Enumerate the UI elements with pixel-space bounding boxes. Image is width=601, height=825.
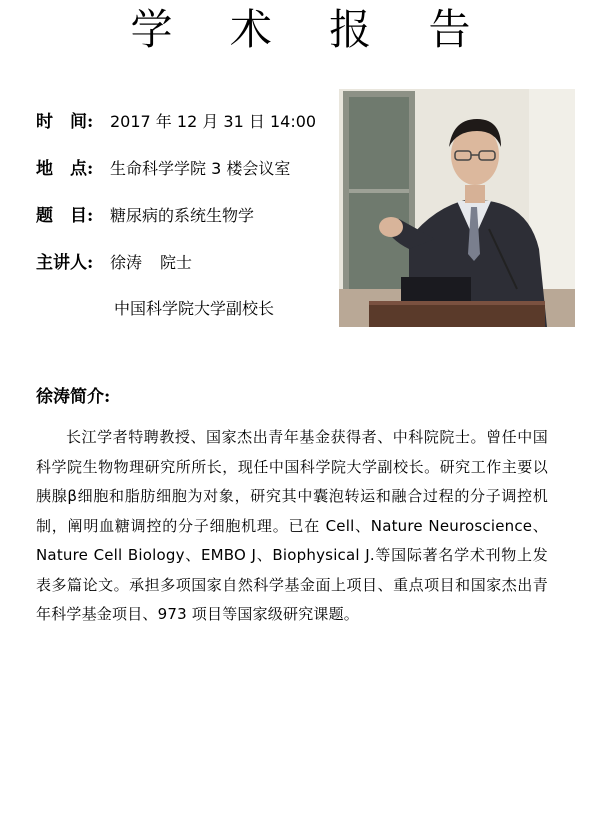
- bio-text: 长江学者特聘教授、国家杰出青年基金获得者、中科院院士。曾任中国科学院生物物理研究所所长，现任中国科学院大学副校长。研究工作主要以胰腺β细胞和脂肪细胞为对象，研究其中囊泡转运和融合过程的分子调控机制，阐明血糖调控的分子细胞机理。已在 Cell、Nature Neuroscience、Nature Cell Biology、EMBO J、Biophysical J.等国际著名学术刊物上发表多篇论文。承担多项国家自然科学基金面上项目、重点项目和国家杰出青年科学基金项目、973 项目等国家级研究课题。: [36, 428, 548, 623]
- location-value: 生命科学学院 3 楼会议室: [110, 159, 291, 178]
- speaker-row: [36, 251, 192, 275]
- bio-heading: 徐涛简介:: [36, 387, 111, 407]
- speaker-label: 主讲人:: [36, 253, 94, 273]
- topic-value: 糖尿病的系统生物学: [110, 206, 255, 225]
- time-row: [36, 110, 316, 134]
- speaker-affiliation: 中国科学院大学副校长: [114, 299, 275, 318]
- speaker-rank: 院士: [160, 253, 193, 272]
- page-title: 学 术 报 告: [130, 5, 493, 54]
- time-value: 2017 年 12 月 31 日 14:00: [110, 112, 317, 131]
- location-label: 地 点:: [36, 159, 94, 179]
- topic-label: 题 目:: [36, 206, 94, 226]
- location-row: [36, 157, 290, 181]
- topic-row: [36, 204, 254, 228]
- speaker-photo: [339, 89, 575, 327]
- time-label: 时 间:: [36, 112, 94, 132]
- speaker-name: 徐涛: [110, 253, 143, 272]
